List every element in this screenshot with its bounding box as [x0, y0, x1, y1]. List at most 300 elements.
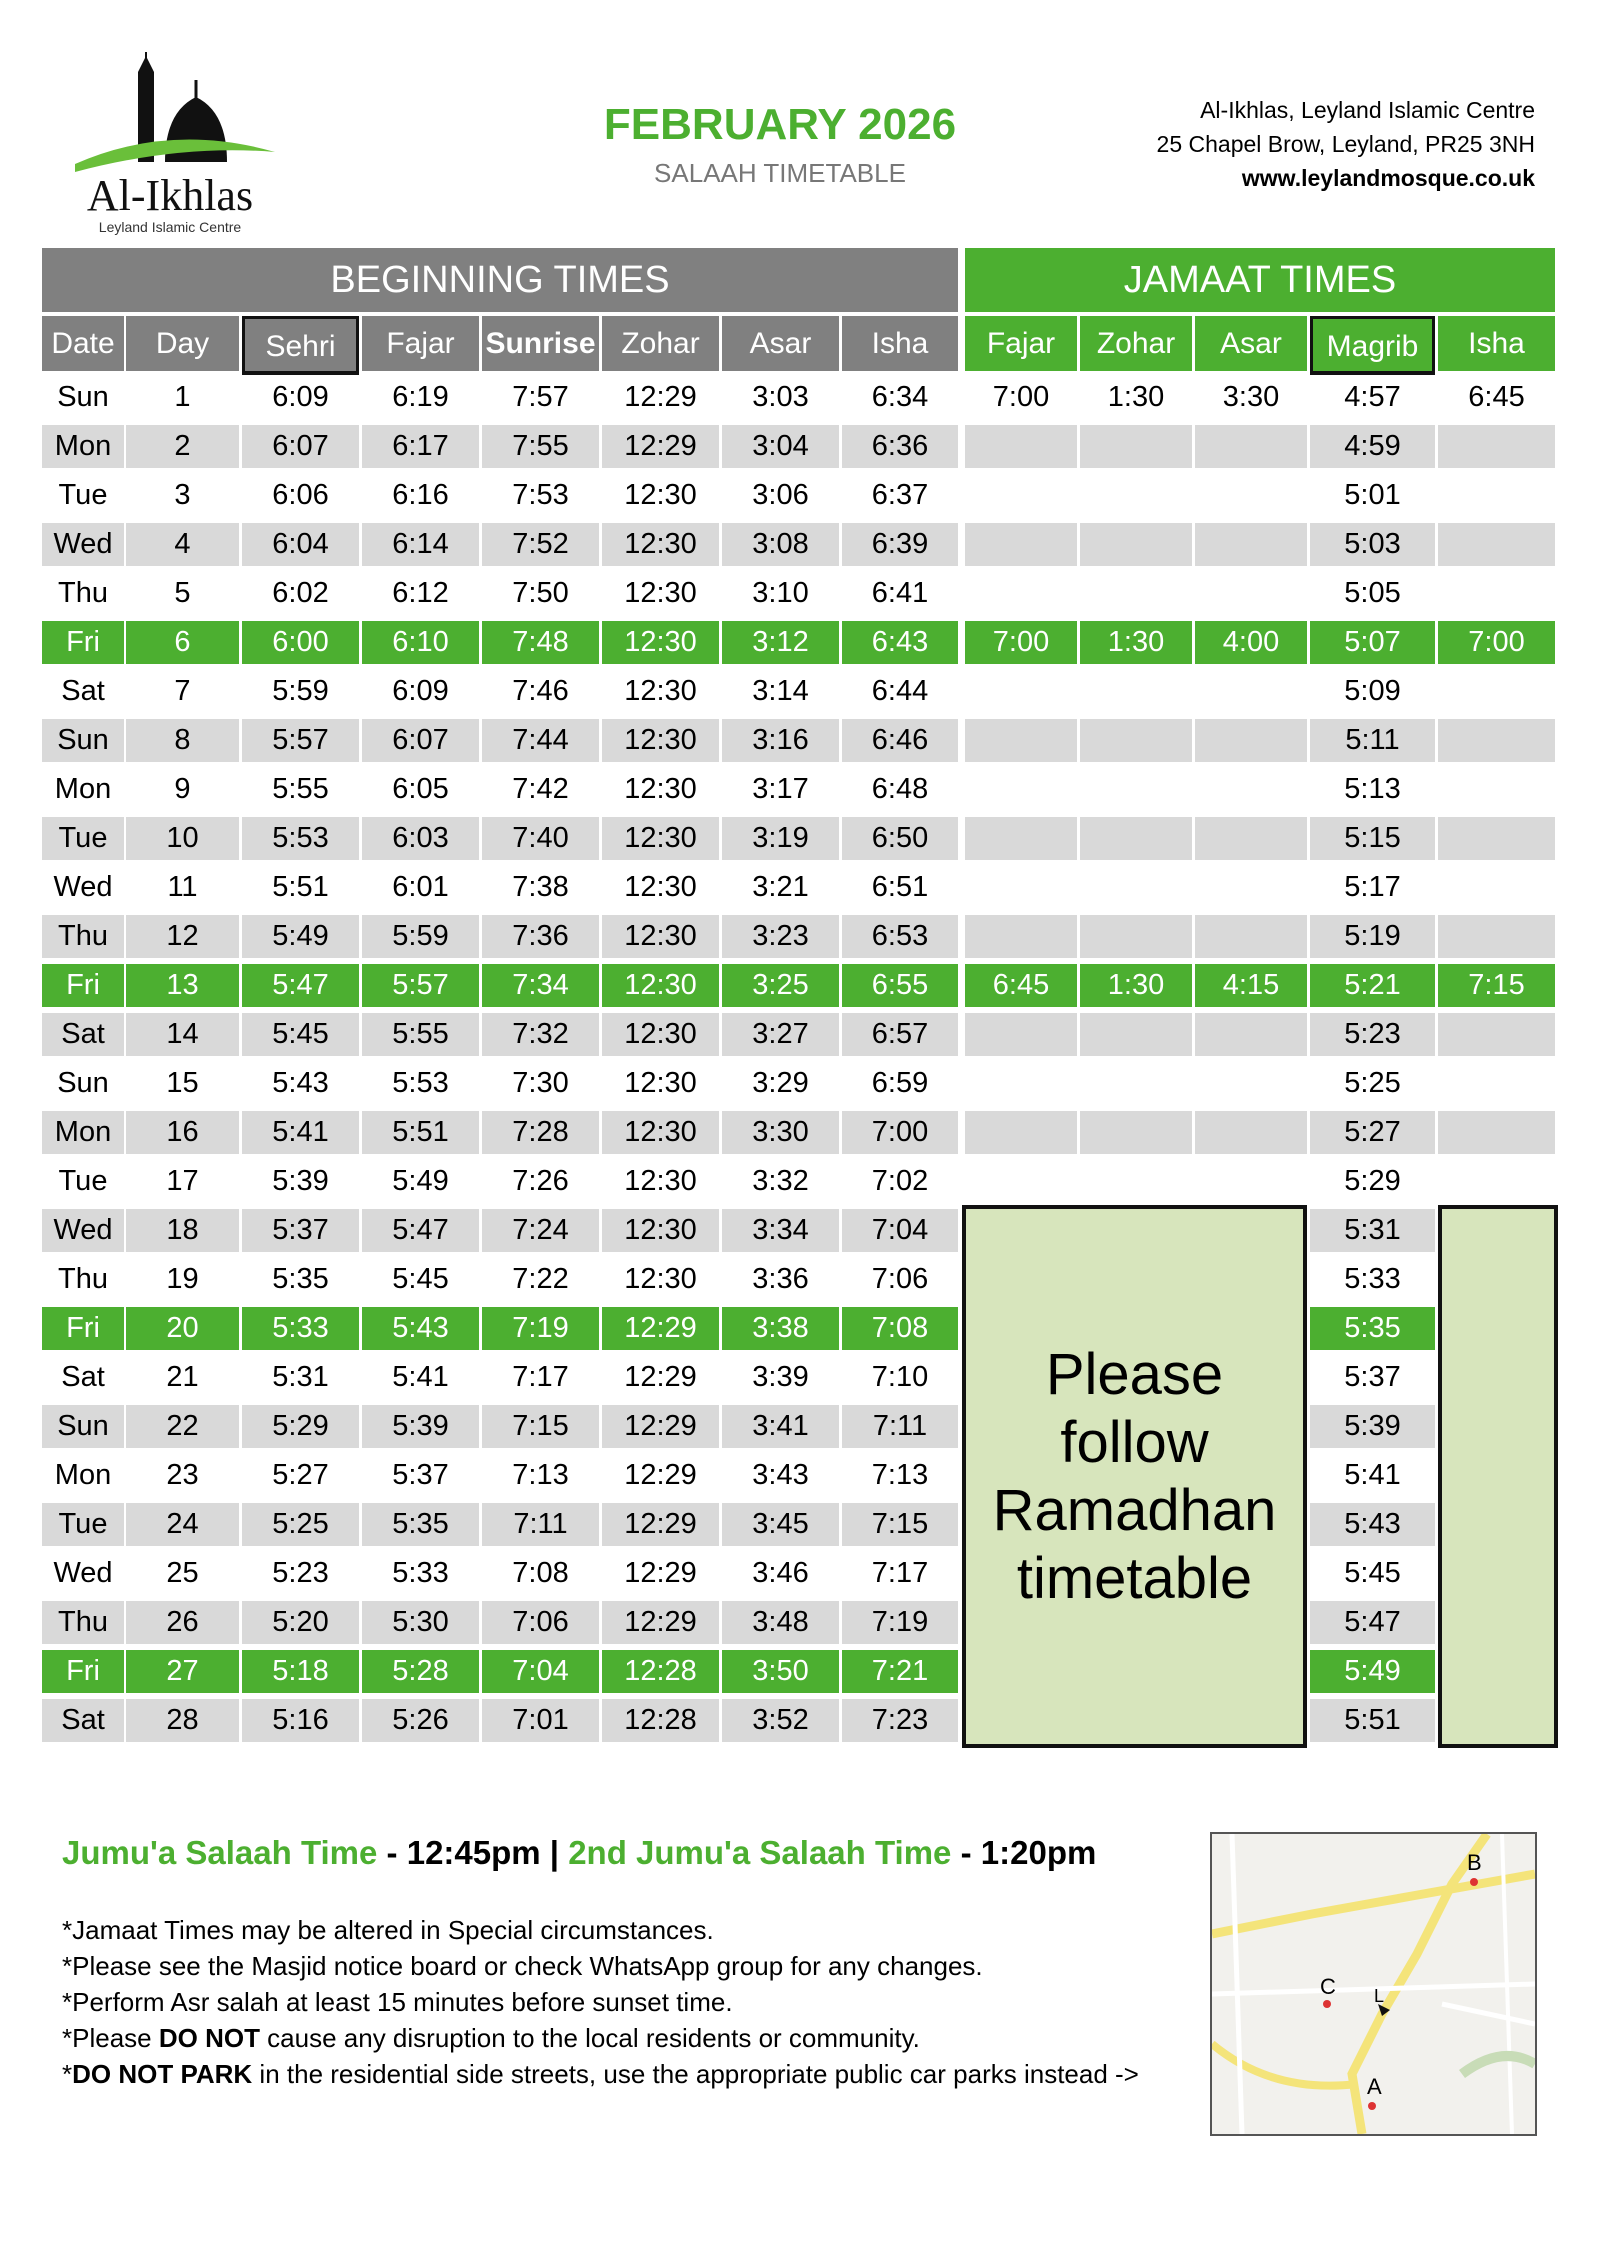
cell-magrib: 5:39 — [1310, 1405, 1435, 1448]
cell-day: 15 — [166, 1067, 199, 1099]
col-header-day: Day — [126, 316, 239, 371]
cell-j-asar — [1195, 1013, 1307, 1056]
note-3: *Perform Asr salah at least 15 minutes before sunset time. — [62, 1987, 733, 2017]
cell-j-isha — [1438, 670, 1555, 713]
cell-sehri: 5:37 — [242, 1209, 359, 1252]
note-1: *Jamaat Times may be altered in Special circumstances. — [62, 1915, 714, 1945]
cell-sehri: 6:04 — [242, 523, 359, 566]
cell-j-zohar — [1080, 719, 1192, 762]
cell-fajar: 5:39 — [362, 1405, 479, 1448]
cell-fajar: 6:12 — [392, 577, 449, 609]
cell-fajar: 6:01 — [392, 871, 449, 903]
cell-sehri: 6:00 — [242, 621, 359, 664]
second-jumua-time: 1:20pm — [980, 1834, 1097, 1871]
cell-fajar: 5:30 — [362, 1601, 479, 1644]
cell-date: Thu — [42, 1601, 124, 1644]
page-title: FEBRUARY 2026 — [603, 100, 957, 149]
cell-date: Tue — [42, 1503, 124, 1546]
cell-sehri: 5:39 — [272, 1165, 329, 1197]
cell-j-isha — [1438, 866, 1555, 909]
col-header-fajar: Fajar — [362, 316, 479, 371]
cell-date: Sat — [61, 1361, 105, 1393]
cell-fajar: 6:14 — [362, 523, 479, 566]
cell-isha: 6:44 — [871, 675, 929, 707]
cell-asar: 3:29 — [752, 1067, 809, 1099]
cell-j-zohar: 1:30 — [1080, 964, 1192, 1007]
cell-j-isha — [1438, 1013, 1555, 1056]
cell-j-zohar — [1080, 670, 1192, 713]
cell-isha: 7:00 — [842, 1111, 958, 1154]
cell-fajar: 6:03 — [362, 817, 479, 860]
cell-j-zohar: 1:30 — [1107, 381, 1165, 413]
cell-day: 12 — [126, 915, 239, 958]
cell-j-asar — [1195, 719, 1307, 762]
cell-j-zohar — [1080, 817, 1192, 860]
jamaat-times-header: JAMAAT TIMES — [965, 248, 1555, 312]
notes — [62, 1912, 1139, 2092]
cell-j-fajar — [965, 1062, 1077, 1105]
cell-date: Sun — [42, 719, 124, 762]
cell-fajar: 6:05 — [392, 773, 449, 805]
cell-date: Mon — [54, 773, 112, 805]
cell-date: Wed — [42, 1209, 124, 1252]
cell-asar: 3:14 — [752, 675, 809, 707]
cell-magrib: 5:27 — [1310, 1111, 1435, 1154]
cell-isha: 6:43 — [842, 621, 958, 664]
cell-j-fajar: 7:00 — [992, 381, 1050, 413]
cell-fajar: 6:17 — [362, 425, 479, 468]
cell-asar: 3:34 — [722, 1209, 839, 1252]
cell-magrib: 5:43 — [1310, 1503, 1435, 1546]
cell-j-isha — [1438, 719, 1555, 762]
cell-isha: 7:13 — [871, 1459, 929, 1491]
cell-sunrise: 7:15 — [482, 1405, 599, 1448]
map-marker-l: L — [1374, 1986, 1385, 2006]
cell-magrib: 5:49 — [1310, 1650, 1435, 1693]
jumua-times: Jumu'a Salaah Time - 12:45pm | 2nd Jumu'a Salaah Time - 1:20pm — [62, 1834, 1097, 1871]
cell-fajar: 6:16 — [392, 479, 449, 511]
cell-sehri: 5:55 — [272, 773, 329, 805]
cell-magrib: 5:37 — [1344, 1361, 1401, 1393]
cell-fajar: 5:59 — [362, 915, 479, 958]
cell-magrib: 5:03 — [1310, 523, 1435, 566]
ramadhan-notice-text: Please follow Ramadhan timetable — [992, 1341, 1277, 1611]
ramadhan-notice-box — [962, 1205, 1307, 1748]
cell-isha: 6:46 — [842, 719, 958, 762]
cell-isha: 6:55 — [842, 964, 958, 1007]
cell-date: Tue — [58, 479, 108, 511]
cell-j-zohar — [1080, 768, 1192, 811]
cell-sehri: 5:35 — [272, 1263, 329, 1295]
cell-j-isha — [1438, 915, 1555, 958]
cell-asar: 3:25 — [722, 964, 839, 1007]
mosque-logo — [70, 52, 280, 237]
cell-sehri: 6:09 — [272, 381, 329, 413]
cell-day: 22 — [126, 1405, 239, 1448]
cell-sehri: 5:18 — [242, 1650, 359, 1693]
cell-asar: 3:03 — [752, 381, 809, 413]
cell-isha: 6:51 — [871, 871, 929, 903]
cell-magrib: 5:31 — [1310, 1209, 1435, 1252]
cell-magrib: 5:23 — [1310, 1013, 1435, 1056]
cell-j-isha: 6:45 — [1468, 381, 1525, 413]
cell-j-asar — [1195, 817, 1307, 860]
cell-sehri: 5:57 — [242, 719, 359, 762]
cell-day: 14 — [126, 1013, 239, 1056]
cell-zohar: 12:30 — [602, 1111, 719, 1154]
cell-asar: 3:38 — [722, 1307, 839, 1350]
cell-fajar: 5:43 — [362, 1307, 479, 1350]
cell-zohar: 12:30 — [602, 817, 719, 860]
cell-day: 20 — [126, 1307, 239, 1350]
cell-magrib: 4:57 — [1344, 381, 1401, 413]
cell-fajar: 6:10 — [362, 621, 479, 664]
cell-date: Tue — [58, 1165, 108, 1197]
cell-magrib: 5:51 — [1310, 1699, 1435, 1742]
cell-day: 28 — [126, 1699, 239, 1742]
cell-magrib: 5:21 — [1310, 964, 1435, 1007]
cell-j-zohar — [1080, 915, 1192, 958]
cell-j-isha: 7:15 — [1438, 964, 1555, 1007]
cell-magrib: 5:15 — [1310, 817, 1435, 860]
cell-j-fajar — [965, 572, 1077, 615]
cell-zohar: 12:28 — [602, 1650, 719, 1693]
beginning-times-header: BEGINNING TIMES — [42, 248, 958, 312]
cell-j-asar — [1195, 915, 1307, 958]
page-subtitle: SALAAH TIMETABLE — [654, 158, 906, 188]
cell-asar: 3:30 — [722, 1111, 839, 1154]
map-marker-b: B — [1467, 1850, 1482, 1875]
cell-sehri: 6:07 — [242, 425, 359, 468]
logo-subtext: Leyland Islamic Centre — [98, 219, 242, 235]
cell-j-asar: 3:30 — [1222, 381, 1280, 413]
cell-magrib: 5:35 — [1310, 1307, 1435, 1350]
cell-j-isha — [1438, 425, 1555, 468]
cell-zohar: 12:30 — [602, 719, 719, 762]
cell-day: 3 — [174, 479, 191, 511]
col-header-j-isha: Isha — [1438, 316, 1555, 371]
cell-date: Wed — [53, 871, 113, 903]
col-header-isha: Isha — [842, 316, 958, 371]
cell-fajar: 5:33 — [392, 1557, 449, 1589]
cell-date: Sun — [42, 1405, 124, 1448]
col-header-sehri: Sehri — [242, 316, 359, 371]
cell-magrib: 5:41 — [1344, 1459, 1401, 1491]
cell-j-zohar — [1080, 1160, 1192, 1203]
cell-isha: 6:53 — [842, 915, 958, 958]
cell-isha: 7:19 — [842, 1601, 958, 1644]
cell-j-isha — [1438, 1111, 1555, 1154]
logo-text: Al-Ikhlas — [86, 171, 254, 220]
jumua-separator: | — [549, 1834, 560, 1871]
cell-day: 19 — [166, 1263, 199, 1295]
cell-sehri: 6:06 — [272, 479, 329, 511]
cell-sunrise: 7:24 — [482, 1209, 599, 1252]
cell-zohar: 12:30 — [602, 1013, 719, 1056]
cell-asar: 3:08 — [722, 523, 839, 566]
note-5: *DO NOT PARK in the residential side streets, use the appropriate public car parks instead -> — [62, 2059, 1139, 2089]
cell-sehri: 5:29 — [242, 1405, 359, 1448]
cell-asar: 3:52 — [722, 1699, 839, 1742]
cell-sunrise: 7:30 — [512, 1067, 569, 1099]
cell-j-fajar: 6:45 — [965, 964, 1077, 1007]
cell-magrib: 5:25 — [1344, 1067, 1401, 1099]
cell-date: Fri — [42, 964, 124, 1007]
cell-zohar: 12:29 — [602, 425, 719, 468]
cell-fajar: 5:49 — [392, 1165, 449, 1197]
cell-asar: 3:04 — [722, 425, 839, 468]
cell-j-isha — [1438, 1160, 1555, 1203]
second-jumua-label: 2nd Jumu'a Salaah Time — [568, 1834, 952, 1871]
cell-date: Sun — [57, 381, 109, 413]
cell-zohar: 12:30 — [624, 1067, 697, 1099]
cell-magrib: 5:29 — [1344, 1165, 1401, 1197]
cell-j-fajar — [965, 866, 1077, 909]
cell-zohar: 12:30 — [602, 964, 719, 1007]
cell-sunrise: 7:22 — [512, 1263, 569, 1295]
cell-zohar: 12:28 — [602, 1699, 719, 1742]
cell-day: 21 — [166, 1361, 199, 1393]
cell-j-fajar — [965, 719, 1077, 762]
cell-fajar: 5:51 — [362, 1111, 479, 1154]
cell-sehri: 5:16 — [242, 1699, 359, 1742]
cell-asar: 3:21 — [752, 871, 809, 903]
cell-asar: 3:36 — [752, 1263, 809, 1295]
cell-sunrise: 7:19 — [482, 1307, 599, 1350]
cell-isha: 7:02 — [871, 1165, 929, 1197]
cell-j-asar — [1195, 474, 1307, 517]
isha-ramadhan-box — [1438, 1205, 1558, 1748]
cell-isha: 7:23 — [842, 1699, 958, 1742]
cell-magrib: 5:07 — [1310, 621, 1435, 664]
cell-sunrise: 7:50 — [512, 577, 569, 609]
cell-magrib: 5:47 — [1310, 1601, 1435, 1644]
cell-day: 13 — [126, 964, 239, 1007]
cell-isha: 6:34 — [871, 381, 929, 413]
cell-sehri: 5:23 — [272, 1557, 329, 1589]
col-header-j-asar: Asar — [1195, 316, 1307, 371]
map-marker-a: A — [1367, 2074, 1382, 2099]
cell-j-fajar — [965, 670, 1077, 713]
cell-sehri: 5:27 — [272, 1459, 329, 1491]
address-block — [1157, 93, 1535, 195]
cell-zohar: 12:30 — [602, 1209, 719, 1252]
cell-sehri: 5:41 — [242, 1111, 359, 1154]
cell-j-fajar — [965, 915, 1077, 958]
magrib-header-underline — [1310, 371, 1435, 375]
cell-sehri: 5:45 — [242, 1013, 359, 1056]
cell-j-asar: 4:15 — [1195, 964, 1307, 1007]
cell-j-asar — [1195, 866, 1307, 909]
cell-asar: 3:23 — [722, 915, 839, 958]
cell-fajar: 5:28 — [362, 1650, 479, 1693]
cell-fajar: 5:41 — [392, 1361, 449, 1393]
cell-j-fajar — [965, 523, 1077, 566]
cell-isha: 6:36 — [842, 425, 958, 468]
cell-isha: 6:41 — [871, 577, 929, 609]
cell-sunrise: 7:36 — [482, 915, 599, 958]
cell-isha: 7:04 — [842, 1209, 958, 1252]
cell-asar: 3:27 — [722, 1013, 839, 1056]
cell-sunrise: 7:48 — [482, 621, 599, 664]
cell-sehri: 5:53 — [242, 817, 359, 860]
cell-date: Mon — [42, 1111, 124, 1154]
cell-j-asar — [1195, 1062, 1307, 1105]
cell-sehri: 5:49 — [242, 915, 359, 958]
cell-sunrise: 7:04 — [482, 1650, 599, 1693]
cell-zohar: 12:29 — [624, 1361, 697, 1393]
cell-j-isha — [1438, 817, 1555, 860]
cell-asar: 3:10 — [752, 577, 809, 609]
cell-asar: 3:12 — [722, 621, 839, 664]
cell-date: Mon — [54, 1459, 112, 1491]
cell-fajar: 5:57 — [362, 964, 479, 1007]
cell-fajar: 5:45 — [392, 1263, 449, 1295]
cell-j-isha — [1438, 768, 1555, 811]
cell-j-asar — [1195, 768, 1307, 811]
cell-sunrise: 7:57 — [512, 381, 569, 413]
cell-j-zohar: 1:30 — [1080, 621, 1192, 664]
cell-j-fajar — [965, 817, 1077, 860]
website-link[interactable]: www.leylandmosque.co.uk — [1241, 165, 1535, 191]
cell-sehri: 5:47 — [242, 964, 359, 1007]
cell-sunrise: 7:40 — [482, 817, 599, 860]
cell-date: Sun — [57, 1067, 109, 1099]
cell-sehri: 5:33 — [242, 1307, 359, 1350]
cell-sehri: 5:20 — [242, 1601, 359, 1644]
cell-isha: 6:37 — [871, 479, 929, 511]
cell-date: Thu — [42, 915, 124, 958]
cell-magrib: 5:45 — [1344, 1557, 1401, 1589]
cell-asar: 3:32 — [752, 1165, 809, 1197]
cell-sunrise: 7:34 — [482, 964, 599, 1007]
cell-asar: 3:19 — [722, 817, 839, 860]
cell-isha: 7:11 — [842, 1405, 958, 1448]
cell-day: 16 — [126, 1111, 239, 1154]
cell-asar: 3:39 — [752, 1361, 809, 1393]
cell-fajar: 6:19 — [392, 381, 449, 413]
cell-fajar: 5:53 — [392, 1067, 449, 1099]
cell-day: 17 — [166, 1165, 199, 1197]
cell-fajar: 5:47 — [362, 1209, 479, 1252]
cell-j-fajar — [965, 425, 1077, 468]
cell-j-zohar — [1080, 1111, 1192, 1154]
cell-asar: 3:16 — [722, 719, 839, 762]
col-header-j-fajar: Fajar — [965, 316, 1077, 371]
note-4: *Please DO NOT cause any disruption to the local residents or community. — [62, 2023, 920, 2053]
cell-fajar: 5:37 — [392, 1459, 449, 1491]
cell-j-isha — [1438, 523, 1555, 566]
cell-date: Tue — [42, 817, 124, 860]
cell-date: Sat — [42, 1699, 124, 1742]
cell-day: 11 — [167, 871, 198, 903]
cell-isha: 6:59 — [871, 1067, 929, 1099]
cell-day: 8 — [126, 719, 239, 762]
cell-isha: 6:48 — [871, 773, 929, 805]
cell-j-asar — [1195, 572, 1307, 615]
cell-date: Sat — [61, 675, 105, 707]
cell-j-fajar — [965, 1160, 1077, 1203]
cell-j-isha — [1438, 572, 1555, 615]
cell-j-isha — [1438, 474, 1555, 517]
sehri-header-underline — [242, 371, 359, 375]
cell-date: Thu — [58, 1263, 108, 1295]
cell-magrib: 5:09 — [1344, 675, 1401, 707]
cell-zohar: 12:29 — [602, 1601, 719, 1644]
cell-asar: 3:17 — [752, 773, 809, 805]
cell-magrib: 5:01 — [1344, 479, 1401, 511]
cell-magrib: 5:19 — [1310, 915, 1435, 958]
cell-j-asar — [1195, 1160, 1307, 1203]
cell-asar: 3:45 — [722, 1503, 839, 1546]
cell-j-zohar — [1080, 1062, 1192, 1105]
cell-isha: 7:15 — [842, 1503, 958, 1546]
cell-sehri: 5:59 — [272, 675, 329, 707]
cell-date: Fri — [42, 1650, 124, 1693]
cell-zohar: 12:30 — [602, 621, 719, 664]
cell-j-zohar — [1080, 523, 1192, 566]
cell-zohar: 12:29 — [624, 1557, 697, 1589]
cell-zohar: 12:29 — [602, 1503, 719, 1546]
cell-isha: 7:06 — [871, 1263, 929, 1295]
cell-sunrise: 7:42 — [512, 773, 569, 805]
cell-sunrise: 7:32 — [482, 1013, 599, 1056]
cell-day: 27 — [126, 1650, 239, 1693]
cell-zohar: 12:30 — [624, 773, 697, 805]
cell-zohar: 12:30 — [602, 523, 719, 566]
cell-sunrise: 7:53 — [512, 479, 569, 511]
cell-day: 2 — [126, 425, 239, 468]
cell-date: Wed — [42, 523, 124, 566]
cell-date: Mon — [42, 425, 124, 468]
cell-sunrise: 7:01 — [482, 1699, 599, 1742]
cell-date: Fri — [42, 1307, 124, 1350]
cell-magrib: 5:13 — [1344, 773, 1401, 805]
cell-zohar: 12:30 — [624, 479, 697, 511]
cell-magrib: 5:33 — [1344, 1263, 1401, 1295]
cell-j-fajar — [965, 474, 1077, 517]
jumua-label: Jumu'a Salaah Time — [62, 1834, 378, 1871]
cell-sunrise: 7:11 — [482, 1503, 599, 1546]
cell-j-asar — [1195, 425, 1307, 468]
cell-j-asar — [1195, 670, 1307, 713]
location-map — [1210, 1832, 1537, 2136]
cell-sunrise: 7:28 — [482, 1111, 599, 1154]
cell-magrib: 5:11 — [1310, 719, 1435, 762]
col-header-j-zohar: Zohar — [1080, 316, 1192, 371]
cell-sunrise: 7:52 — [482, 523, 599, 566]
cell-sunrise: 7:44 — [482, 719, 599, 762]
cell-day: 23 — [166, 1459, 199, 1491]
cell-sunrise: 7:55 — [482, 425, 599, 468]
cell-j-fajar — [965, 1111, 1077, 1154]
cell-zohar: 12:29 — [624, 1459, 697, 1491]
cell-asar: 3:46 — [752, 1557, 809, 1589]
cell-fajar: 6:09 — [392, 675, 449, 707]
cell-j-zohar — [1080, 1013, 1192, 1056]
cell-j-asar: 4:00 — [1195, 621, 1307, 664]
cell-zohar: 12:30 — [624, 1165, 697, 1197]
cell-j-zohar — [1080, 425, 1192, 468]
cell-zohar: 12:30 — [624, 1263, 697, 1295]
cell-asar: 3:43 — [752, 1459, 809, 1491]
cell-day: 10 — [126, 817, 239, 860]
cell-sunrise: 7:13 — [512, 1459, 569, 1491]
cell-date: Wed — [53, 1557, 113, 1589]
cell-asar: 3:06 — [752, 479, 809, 511]
cell-j-isha: 7:00 — [1438, 621, 1555, 664]
jumua-time: 12:45pm — [406, 1834, 541, 1871]
